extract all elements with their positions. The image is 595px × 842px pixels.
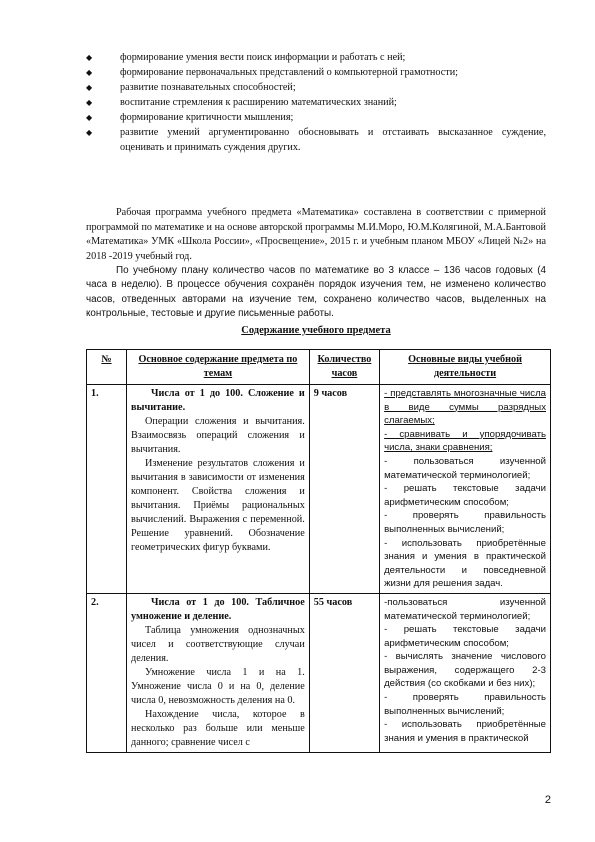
activity-item: - использовать приобретённые знания и умения в практической деятельности и повседневной жизни для решения задач. bbox=[384, 537, 546, 590]
topic-subitem: Умножение числа 1 и на 1. Умножение числа 0 и на 0, деление числа 0, невозможность деления на 0. bbox=[131, 666, 305, 706]
activity-item: - решать текстовые задачи арифметическим способом; bbox=[384, 624, 546, 649]
bullet-dot-icon: ◆ bbox=[86, 113, 93, 122]
table-row bbox=[87, 593, 551, 752]
bullet-dot-icon: ◆ bbox=[86, 128, 93, 137]
row-activities bbox=[380, 385, 551, 594]
activity-item: - пользоваться изученной математической терминологией; bbox=[384, 455, 546, 481]
activity-item: - использовать приобретённые знания и умения в практической bbox=[384, 719, 546, 744]
bullet-item: ◆ воспитание стремления к расширению математических знаний; bbox=[86, 97, 397, 108]
activity-item: - представлять многозначные числа в виде суммы разрядных слагаемых; bbox=[384, 388, 546, 427]
row-number: 2. bbox=[87, 593, 127, 752]
row-content bbox=[127, 385, 310, 594]
activity-item: - решать текстовые задачи арифметическим способом; bbox=[384, 483, 546, 508]
table-row bbox=[87, 385, 551, 594]
activity-item: - проверять правильность выполненных вычислений; bbox=[384, 510, 546, 535]
activity-item: - вычислять значение числового выражения, содержащего 2-3 действия (со скобками и без них); bbox=[384, 651, 546, 690]
header-content: Основное содержание предмета по темам bbox=[127, 350, 310, 385]
bullet-item: ◆ формирование критичности мышления; bbox=[86, 112, 294, 123]
topic-subitem: Изменение результатов сложения и вычитания в зависимости от изменения компонент. Свойства сложения и вычитания. Приёмы рациональных вычислений. Выражения с переменной. Решение уравнений. Обозначение геометрических фигур буквами. bbox=[131, 458, 305, 553]
bullet-dot-icon: ◆ bbox=[86, 53, 93, 62]
activity-item: - проверять правильность выполненных вычислений; bbox=[384, 692, 546, 717]
topic-subitem: Таблица умножения однозначных чисел и соответствующие случаи деления. bbox=[131, 624, 305, 664]
row-hours: 9 часов bbox=[309, 385, 379, 594]
bullet-item: ◆ формирование умения вести поиск информации и работать с ней; bbox=[86, 52, 406, 63]
activity-item: -пользоваться изученной математической терминологией; bbox=[384, 596, 546, 622]
goals-bullet-list bbox=[86, 50, 546, 155]
topic-title: Числа от 1 до 100. Табличное умножение и деление. bbox=[131, 596, 305, 622]
activity-item: - сравнивать и упорядочивать числа, знаки сравнения; bbox=[384, 428, 546, 454]
header-hours: Количество часов bbox=[309, 350, 379, 385]
topic-title: Числа от 1 до 100. Сложение и вычитание. bbox=[131, 388, 305, 413]
page-number: 2 bbox=[544, 794, 551, 806]
bullet-dot-icon: ◆ bbox=[86, 98, 93, 107]
bullet-item: ◆ развитие умений аргументированно обосновывать и отстаивать высказанное суждение, оценивать и принимать суждения других. bbox=[86, 127, 546, 153]
bullet-dot-icon: ◆ bbox=[86, 83, 93, 92]
bullet-dot-icon: ◆ bbox=[86, 68, 93, 77]
section-title: Содержание учебного предмета bbox=[241, 325, 391, 336]
table-header-row bbox=[87, 350, 551, 385]
topic-subitem: Нахождение числа, которое в несколько раз больше или меньше данного; сравнение чисел с bbox=[131, 708, 305, 748]
hours-plan-paragraph: По учебному плану количество часов по математике во 3 классе – 136 часов годовых (4 часа в неделю). В процессе обучения сохранён порядок изучения тем, не изменено количество часов, отведенных авторами на изучение тем, сохранено количество часов, выделенных на контрольные, тестовые и другие письменные работы. bbox=[86, 264, 546, 320]
row-number: 1. bbox=[87, 385, 127, 594]
bullet-item: ◆ развитие познавательных способностей; bbox=[86, 82, 296, 93]
header-activities: Основные виды учебной деятельности bbox=[380, 350, 551, 385]
bullet-item: ◆ формирование первоначальных представлений о компьютерной грамотности; bbox=[86, 67, 458, 78]
curriculum-table bbox=[86, 349, 551, 753]
row-activities bbox=[380, 593, 551, 752]
row-hours: 55 часов bbox=[309, 593, 379, 752]
topic-subitem: Операции сложения и вычитания. Взаимосвязь операций сложения и вычитания. bbox=[131, 416, 305, 455]
program-basis-paragraph: Рабочая программа учебного предмета «Математика» составлена в соответствии с примерной программой по математике и на основе авторской программы М.И.Моро, Ю.М.Колягиной, М.А.Бантовой «Математика» УМК «Школа России», «Просвещение», 2015 г. и учебным планом МБОУ «Лицей №2» на 2018 -2019 учебный год. bbox=[86, 207, 546, 262]
row-content bbox=[127, 593, 310, 752]
header-number: № bbox=[87, 350, 127, 385]
